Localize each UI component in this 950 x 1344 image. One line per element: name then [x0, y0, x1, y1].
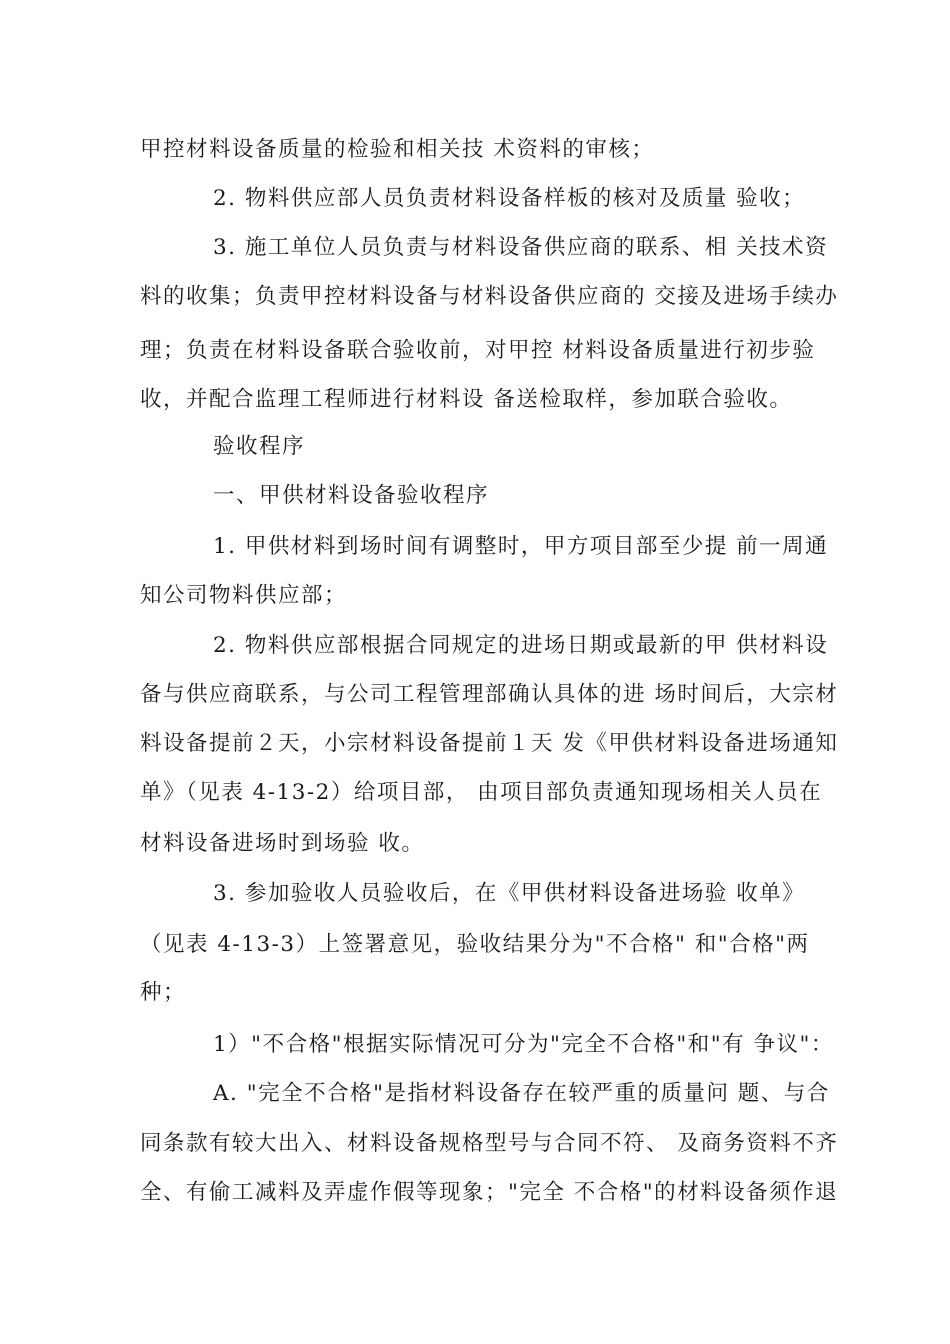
text-line: 1）"不合格"根据实际情况可分为"完全不合格"和"有 争议"： [213, 1032, 834, 1057]
text-line: 全、有偷工减料及弄虚作假等现象；"完全 不合格"的材料设备须作退 [140, 1180, 839, 1205]
text-line: 备与供应商联系，与公司工程管理部确认具体的进 场时间后，大宗材 [140, 682, 839, 707]
section-heading: 验收程序 [213, 434, 306, 459]
text-line: 3. 施工单位人员负责与材料设备供应商的联系、相 关技术资 [213, 235, 829, 260]
text-line: 甲控材料设备质量的检验和相关技 术资料的审核； [140, 137, 655, 162]
text-line: 种； [140, 980, 187, 1005]
text-line: 知公司物料供应部； [140, 583, 348, 608]
text-line: 理；负责在材料设备联合验收前，对甲控 材料设备质量进行初步验 [140, 338, 816, 363]
text-line: 料的收集；负责甲控材料设备与材料设备供应商的 交接及进场手续办 [140, 284, 839, 309]
text-line: 同条款有较大出入、材料设备规格型号与合同不符、 及商务资料不齐 [140, 1131, 839, 1156]
text-line: 单》（见表 4-13-2）给项目部， 由项目部负责通知现场相关人员在 [140, 780, 823, 805]
text-line: （见表 4-13-3）上签署意见，验收结果分为"不合格" 和"合格"两 [140, 932, 810, 957]
text-line: A. "完全不合格"是指材料设备存在较严重的质量问 题、与合 [213, 1081, 830, 1106]
text-line: 收，并配合监理工程师进行材料设 备送检取样，参加联合验收。 [140, 387, 793, 412]
text-line: 2. 物料供应部根据合同规定的进场日期或最新的甲 供材料设 [213, 633, 829, 658]
subsection-heading: 一、甲供材料设备验收程序 [213, 483, 490, 508]
text-line: 2. 物料供应部人员负责材料设备样板的核对及质量 验收； [213, 186, 806, 211]
text-line: 料设备提前２天，小宗材料设备提前１天 发《甲供材料设备进场通知 [140, 731, 839, 756]
text-line: 3. 参加验收人员验收后，在《甲供材料设备进场验 收单》 [213, 881, 806, 906]
text-line: 材料设备进场时到场验 收。 [140, 831, 425, 856]
text-line: 1. 甲供材料到场时间有调整时，甲方项目部至少提 前一周通 [213, 534, 829, 559]
